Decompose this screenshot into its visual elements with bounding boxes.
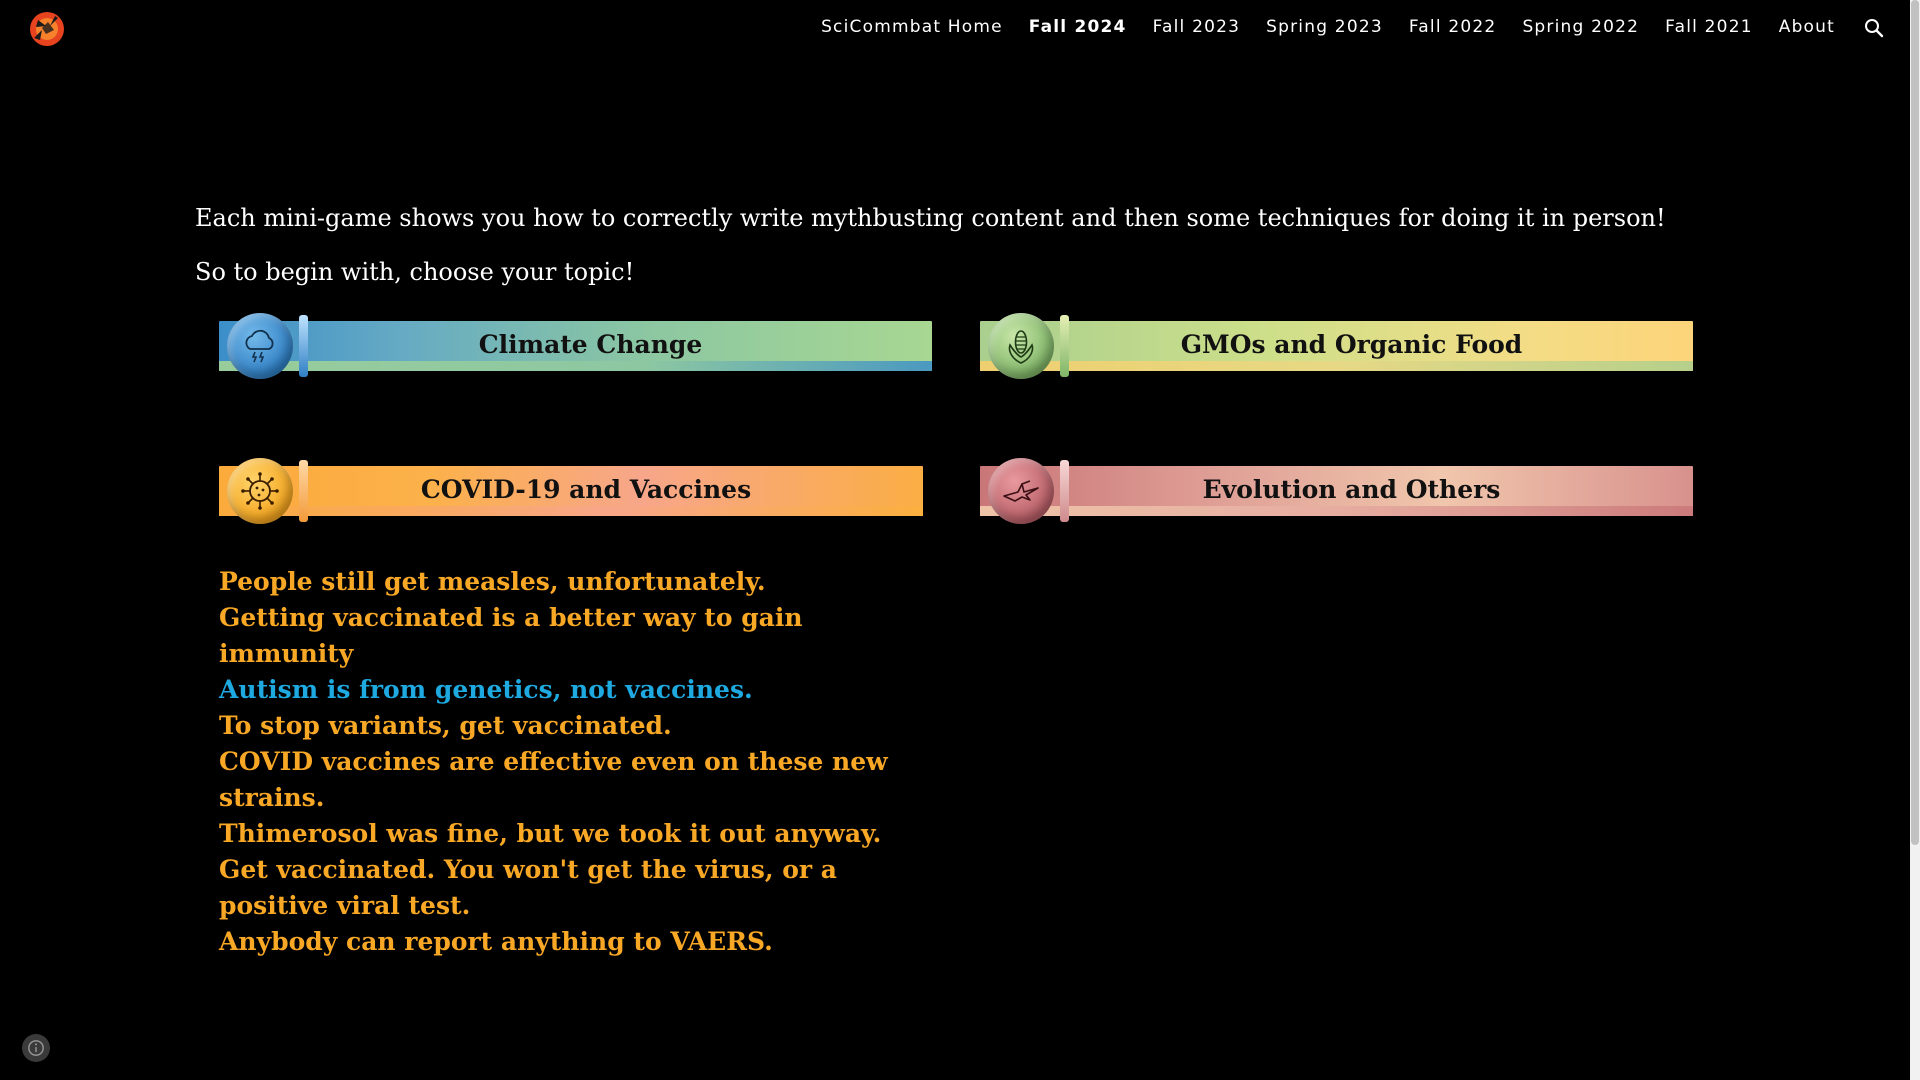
topic-button-covid-19-vaccines[interactable] xyxy=(219,466,923,516)
scrollbar-thumb[interactable] xyxy=(1911,0,1919,845)
pterodactyl-icon xyxy=(988,458,1054,524)
nav-item-fall-2024[interactable]: Fall 2024 xyxy=(1028,17,1127,37)
myth-item[interactable]: Thimerosol was fine, but we took it out anyway. xyxy=(219,819,882,848)
nav-item-fall-2021[interactable]: Fall 2021 xyxy=(1665,17,1753,37)
scicommbat-logo-icon[interactable] xyxy=(28,10,66,48)
search-icon[interactable] xyxy=(1862,16,1886,40)
nav-item-fall-2023[interactable]: Fall 2023 xyxy=(1152,17,1241,37)
nav-item-scicommbat-home[interactable]: SciCommbat Home xyxy=(821,17,1003,37)
nav-item-spring-2022[interactable]: Spring 2022 xyxy=(1522,17,1640,37)
page-scrollbar[interactable] xyxy=(1910,0,1920,1080)
topic-label: Evolution and Others xyxy=(1202,475,1501,504)
topic-handle xyxy=(1060,460,1069,522)
nav-item-spring-2023[interactable]: Spring 2023 xyxy=(1266,17,1383,37)
topic-handle xyxy=(1060,315,1069,377)
myth-item[interactable]: Get vaccinated. You won't get the virus, or a positive viral test. xyxy=(219,855,837,920)
topic-button-evolution-others[interactable] xyxy=(980,466,1693,516)
myth-item[interactable]: Anybody can report anything to VAERS. xyxy=(219,927,773,956)
info-icon[interactable] xyxy=(22,1034,50,1062)
myth-item[interactable]: Autism is from genetics, not vaccines. xyxy=(219,675,753,704)
nav-item-fall-2022[interactable]: Fall 2022 xyxy=(1408,17,1497,37)
topic-handle xyxy=(299,315,308,377)
myth-item[interactable]: COVID vaccines are effective even on these new strains. xyxy=(219,747,888,812)
top-navigation-bar xyxy=(0,0,1910,56)
topic-handle xyxy=(299,460,308,522)
topic-button-climate-change[interactable] xyxy=(219,321,932,371)
nav-item-about[interactable]: About xyxy=(1778,17,1835,37)
storm-cloud-icon xyxy=(227,313,293,379)
intro-text: Each mini-game shows you how to correctly write mythbusting content and then some techniques for doing it in person! xyxy=(195,204,1666,232)
myth-item[interactable]: People still get measles, unfortunately. xyxy=(219,567,766,596)
corn-icon xyxy=(988,313,1054,379)
intro-instruction: So to begin with, choose your topic! xyxy=(195,258,635,286)
topic-button-gmos-organic-food[interactable] xyxy=(980,321,1693,371)
main-nav xyxy=(808,17,1848,37)
myth-list xyxy=(219,564,939,960)
myth-item[interactable]: To stop variants, get vaccinated. xyxy=(219,711,672,740)
myth-item[interactable]: Getting vaccinated is a better way to gain immunity xyxy=(219,603,803,668)
topic-label: GMOs and Organic Food xyxy=(1180,330,1523,359)
topic-label: COVID-19 and Vaccines xyxy=(420,475,752,504)
virus-icon xyxy=(227,458,293,524)
topic-label: Climate Change xyxy=(478,330,703,359)
